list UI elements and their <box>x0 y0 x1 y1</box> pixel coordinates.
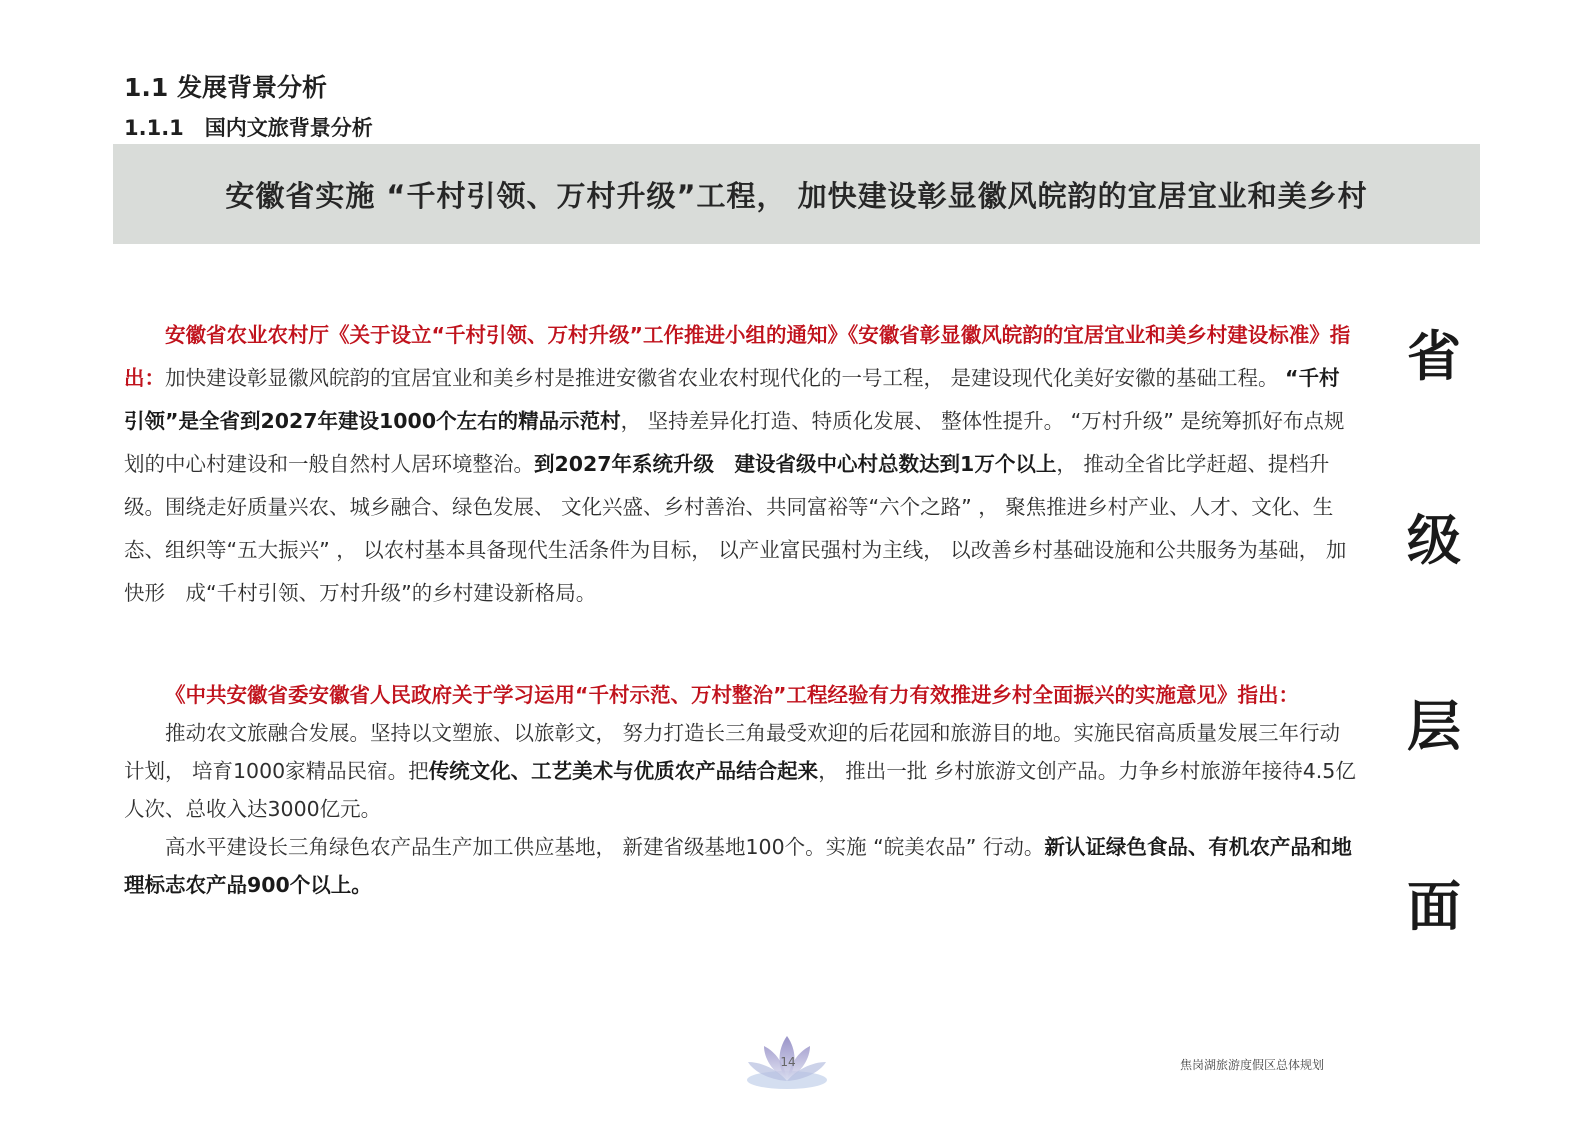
policy-source-2-para <box>124 676 1356 714</box>
highlight-run: 新认证绿色食品、有机农产品和地理标志农产品900个以上。 <box>124 835 1352 897</box>
document-title: 焦岗湖旅游度假区总体规划 <box>1180 1058 1325 1072</box>
policy-paragraph-3 <box>124 828 1356 904</box>
side-label-char: 省 <box>1407 325 1461 388</box>
page-number: 14 <box>780 1055 796 1069</box>
side-label-char: 面 <box>1407 875 1461 938</box>
policy-block-2 <box>124 676 1356 904</box>
section-heading: 1.1 发展背景分析 <box>124 73 327 102</box>
highlight-run: “千村引领”是全省到2027年建设1000个左右的精品示范村 <box>124 366 1340 433</box>
policy-block-1 <box>124 314 1356 615</box>
policy-source-2: 《中共安徽省委安徽省人民政府关于学习运用“千村示范、万村整治”工程经验有力有效推进乡村全面振兴的实施意见》指出： <box>165 683 1299 707</box>
banner-text: 安徽省实施 “千村引领、万村升级”工程， 加快建设彰显徽风皖韵的宜居宜业和美乡村 <box>225 178 1368 213</box>
policy-paragraph-1 <box>124 314 1356 615</box>
side-label-char: 级 <box>1407 509 1461 572</box>
headline-banner <box>113 144 1480 244</box>
policy-paragraph-2 <box>124 714 1356 828</box>
text-run: ， 推动全省比学赶超、提档升级。围绕走好质量兴农、城乡融合、绿色发展、 文化兴盛、乡村善治、共同富裕等“六个之路” ， 聚焦推进乡村产业、人才、文化、生态、组织等“五大振兴” ， 以农村基本具备现代生活条件为目标， 以产业富民强村为主线， 以改善乡村基础设施和公共服务为基础， 加快形 成“千村引领、万村升级”的乡村建设新格局。 <box>124 452 1347 605</box>
side-label-char: 层 <box>1407 695 1461 758</box>
policy-source-1: 安徽省农业农村厅《关于设立“千村引领、万村升级”工作推进小组的通知》《安徽省彰显徽风皖韵的宜居宜业和美乡村建设标准》指出： <box>124 323 1351 390</box>
highlight-run: 传统文化、工艺美术与优质农产品结合起来 <box>428 759 819 783</box>
text-run: ， 坚持差异化打造、特质化发展、 整体性提升。 “万村升级” 是统筹抓好布点规划的中心村建设和一般自然村人居环境整治。 <box>124 409 1345 476</box>
text-run: 高水平建设长三角绿色农产品生产加工供应基地， 新建省级基地100个。实施 “皖美农品” 行动。 <box>165 835 1045 859</box>
subsection-heading: 1.1.1 国内文旅背景分析 <box>124 116 373 140</box>
text-run: 加快建设彰显徽风皖韵的宜居宜业和美乡村是推进安徽省农业农村现代化的一号工程， 是建设现代化美好安徽的基础工程。 <box>165 366 1286 390</box>
text-run: 推动农文旅融合发展。坚持以文塑旅、以旅彰文， 努力打造长三角最受欢迎的后花园和旅游目的地。实施民宿高质量发展三年行动计划， 培育1000家精品民宿。把 <box>124 721 1341 783</box>
text-run: ， 推出一批 乡村旅游文创产品。力争乡村旅游年接待4.5亿人次、总收入达3000亿元。 <box>124 759 1356 821</box>
highlight-run: 到2027年系统升级 建设省级中心村总数达到1万个以上 <box>534 452 1057 476</box>
